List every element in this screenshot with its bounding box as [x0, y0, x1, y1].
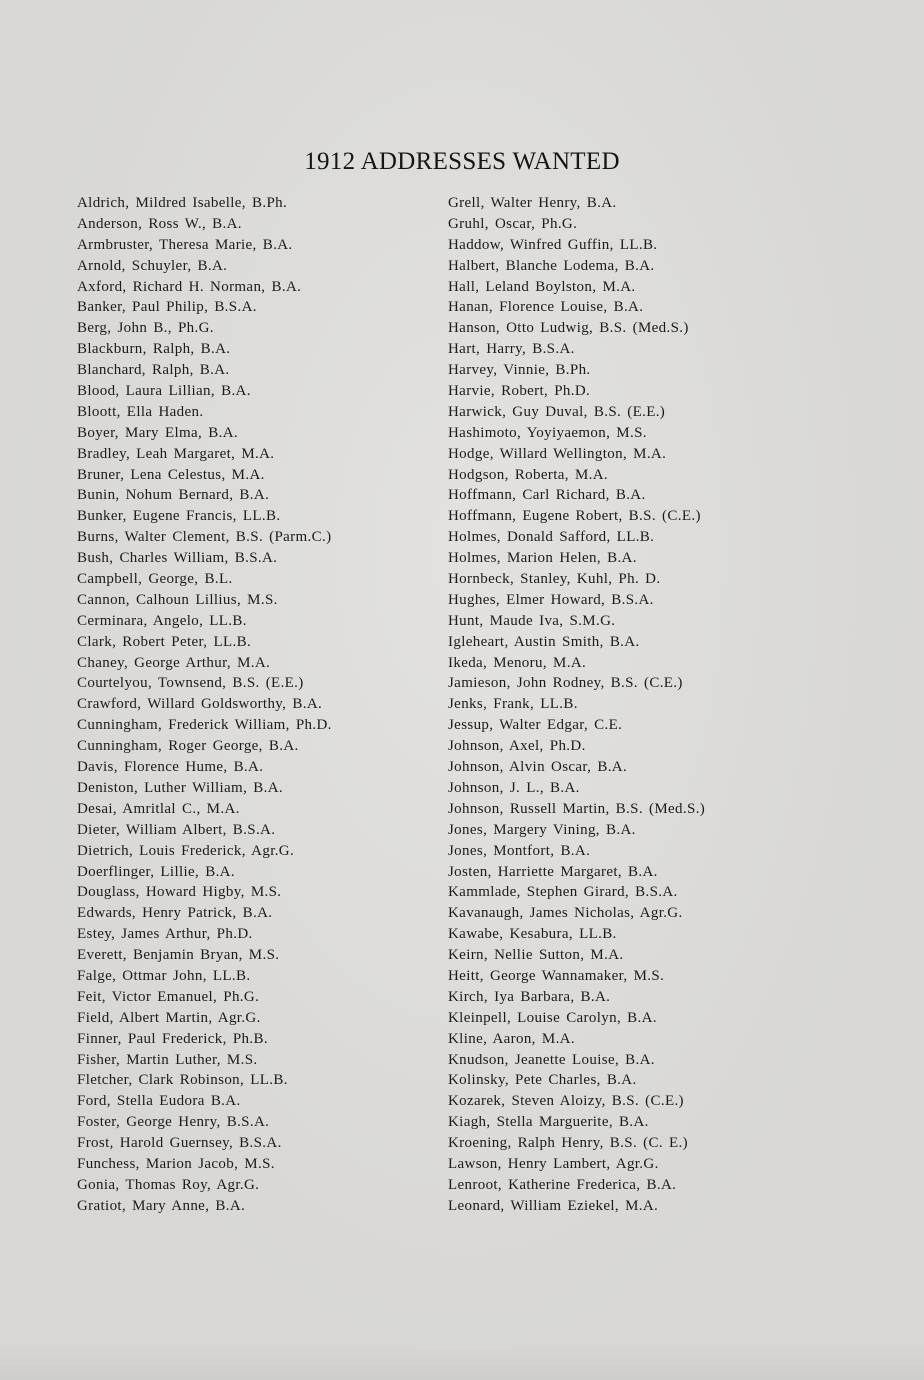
right-name-column [448, 193, 705, 1217]
list-item: Haddow, Winfred Guffin, LL.B. [448, 236, 658, 253]
list-item: Harvie, Robert, Ph.D. [448, 383, 591, 400]
list-item: Hoffmann, Carl Richard, B.A. [448, 487, 646, 504]
list-item: Cannon, Calhoun Lillius, M.S. [77, 591, 278, 608]
list-item: Bunin, Nohum Bernard, B.A. [77, 487, 270, 504]
list-item: Edwards, Henry Patrick, B.A. [77, 905, 273, 922]
left-name-column [77, 193, 332, 1217]
list-item: Bruner, Lena Celestus, M.A. [77, 466, 265, 483]
list-item: Jenks, Frank, LL.B. [448, 696, 578, 713]
list-item: Field, Albert Martin, Agr.G. [77, 1009, 261, 1026]
list-item: Hanan, Florence Louise, B.A. [448, 299, 644, 316]
list-item: Grell, Walter Henry, B.A. [448, 195, 617, 211]
list-item: Bunker, Eugene Francis, LL.B. [77, 508, 281, 525]
list-item: Davis, Florence Hume, B.A. [77, 759, 264, 776]
list-item: Kolinsky, Pete Charles, B.A. [448, 1072, 637, 1089]
page-title: 1912 ADDRESSES WANTED [304, 148, 620, 175]
list-item: Halbert, Blanche Lodema, B.A. [448, 257, 655, 274]
list-item: Campbell, George, B.L. [77, 571, 233, 588]
list-item: Feit, Victor Emanuel, Ph.G. [77, 988, 260, 1005]
list-item: Harvey, Vinnie, B.Ph. [448, 362, 591, 379]
list-item: Jessup, Walter Edgar, C.E. [448, 717, 623, 734]
list-item: Cunningham, Roger George, B.A. [77, 738, 299, 755]
list-item: Hornbeck, Stanley, Kuhl, Ph. D. [448, 571, 661, 588]
list-item: Kroening, Ralph Henry, B.S. (C. E.) [448, 1135, 688, 1152]
list-item: Falge, Ottmar John, LL.B. [77, 967, 251, 984]
list-item: Jamieson, John Rodney, B.S. (C.E.) [448, 675, 683, 692]
list-item: Hanson, Otto Ludwig, B.S. (Med.S.) [448, 320, 689, 337]
list-item: Jones, Montfort, B.A. [448, 842, 591, 859]
list-item: Igleheart, Austin Smith, B.A. [448, 633, 640, 650]
list-item: Bloott, Ella Haden. [77, 403, 204, 420]
list-item: Kiagh, Stella Marguerite, B.A. [448, 1114, 649, 1131]
list-item: Axford, Richard H. Norman, B.A. [77, 278, 302, 295]
list-item: Dietrich, Louis Frederick, Agr.G. [77, 842, 295, 859]
list-item: Holmes, Marion Helen, B.A. [448, 550, 637, 567]
list-item: Burns, Walter Clement, B.S. (Parm.C.) [77, 529, 332, 546]
list-item: Crawford, Willard Goldsworthy, B.A. [77, 696, 323, 713]
list-item: Gonia, Thomas Roy, Agr.G. [77, 1176, 260, 1193]
list-item: Kavanaugh, James Nicholas, Agr.G. [448, 905, 683, 922]
list-item: Hall, Leland Boylston, M.A. [448, 278, 636, 295]
list-item: Hashimoto, Yoyiyaemon, M.S. [448, 424, 647, 441]
list-item: Doerflinger, Lillie, B.A. [77, 863, 235, 880]
list-item: Keirn, Nellie Sutton, M.A. [448, 947, 624, 964]
list-item: Kawabe, Kesabura, LL.B. [448, 926, 617, 943]
list-item: Bush, Charles William, B.S.A. [77, 550, 278, 567]
list-item: Hodge, Willard Wellington, M.A. [448, 445, 667, 462]
list-item: Armbruster, Theresa Marie, B.A. [77, 236, 293, 253]
list-item: Fisher, Martin Luther, M.S. [77, 1051, 258, 1068]
list-item: Harwick, Guy Duval, B.S. (E.E.) [448, 403, 666, 420]
list-item: Funchess, Marion Jacob, M.S. [77, 1155, 275, 1172]
list-item: Jones, Margery Vining, B.A. [448, 821, 636, 838]
paper-bottom-edge [0, 1342, 924, 1380]
list-item: Josten, Harriette Margaret, B.A. [448, 863, 658, 880]
list-item: Clark, Robert Peter, LL.B. [77, 633, 252, 650]
list-item: Berg, John B., Ph.G. [77, 320, 214, 337]
list-item: Johnson, Alvin Oscar, B.A. [448, 759, 628, 776]
list-item: Hart, Harry, B.S.A. [448, 341, 575, 358]
list-item: Hunt, Maude Iva, S.M.G. [448, 612, 616, 629]
list-item: Desai, Amritlal C., M.A. [77, 800, 240, 817]
list-item: Leonard, William Eziekel, M.A. [448, 1197, 659, 1214]
list-item: Gratiot, Mary Anne, B.A. [77, 1197, 246, 1214]
list-item: Kammlade, Stephen Girard, B.S.A. [448, 884, 678, 901]
list-item: Gruhl, Oscar, Ph.G. [448, 215, 578, 232]
list-item: Cunningham, Frederick William, Ph.D. [77, 717, 332, 734]
list-item: Fletcher, Clark Robinson, LL.B. [77, 1072, 288, 1089]
list-item: Boyer, Mary Elma, B.A. [77, 424, 238, 441]
list-item: Kozarek, Steven Aloizy, B.S. (C.E.) [448, 1093, 684, 1110]
list-item: Arnold, Schuyler, B.A. [77, 257, 228, 274]
list-item: Bradley, Leah Margaret, M.A. [77, 445, 275, 462]
list-item: Finner, Paul Frederick, Ph.B. [77, 1030, 268, 1047]
list-item: Johnson, Russell Martin, B.S. (Med.S.) [448, 800, 706, 817]
list-item: Johnson, Axel, Ph.D. [448, 738, 586, 755]
list-item: Foster, George Henry, B.S.A. [77, 1114, 270, 1131]
list-item: Kline, Aaron, M.A. [448, 1030, 575, 1047]
list-item: Aldrich, Mildred Isabelle, B.Ph. [77, 195, 288, 211]
list-item: Blackburn, Ralph, B.A. [77, 341, 231, 358]
list-item: Lenroot, Katherine Frederica, B.A. [448, 1176, 677, 1193]
list-item: Holmes, Donald Safford, LL.B. [448, 529, 655, 546]
list-item: Hughes, Elmer Howard, B.S.A. [448, 591, 654, 608]
list-item: Lawson, Henry Lambert, Agr.G. [448, 1155, 659, 1172]
list-item: Kirch, Iya Barbara, B.A. [448, 988, 611, 1005]
list-item: Courtelyou, Townsend, B.S. (E.E.) [77, 675, 304, 692]
list-item: Frost, Harold Guernsey, B.S.A. [77, 1135, 282, 1152]
list-item: Heitt, George Wannamaker, M.S. [448, 967, 665, 984]
list-item: Everett, Benjamin Bryan, M.S. [77, 947, 280, 964]
list-item: Kleinpell, Louise Carolyn, B.A. [448, 1009, 657, 1026]
list-item: Cerminara, Angelo, LL.B. [77, 612, 247, 629]
list-item: Ikeda, Menoru, M.A. [448, 654, 587, 671]
list-item: Banker, Paul Philip, B.S.A. [77, 299, 257, 316]
list-item: Hoffmann, Eugene Robert, B.S. (C.E.) [448, 508, 701, 525]
list-item: Ford, Stella Eudora B.A. [77, 1093, 241, 1110]
list-item: Hodgson, Roberta, M.A. [448, 466, 609, 483]
list-item: Deniston, Luther William, B.A. [77, 779, 284, 796]
list-item: Johnson, J. L., B.A. [448, 779, 580, 796]
list-item: Blanchard, Ralph, B.A. [77, 362, 230, 379]
list-item: Estey, James Arthur, Ph.D. [77, 926, 253, 943]
list-item: Dieter, William Albert, B.S.A. [77, 821, 276, 838]
list-item: Chaney, George Arthur, M.A. [77, 654, 271, 671]
list-item: Douglass, Howard Higby, M.S. [77, 884, 282, 901]
list-item: Knudson, Jeanette Louise, B.A. [448, 1051, 655, 1068]
list-item: Blood, Laura Lillian, B.A. [77, 383, 251, 400]
list-item: Anderson, Ross W., B.A. [77, 215, 242, 232]
